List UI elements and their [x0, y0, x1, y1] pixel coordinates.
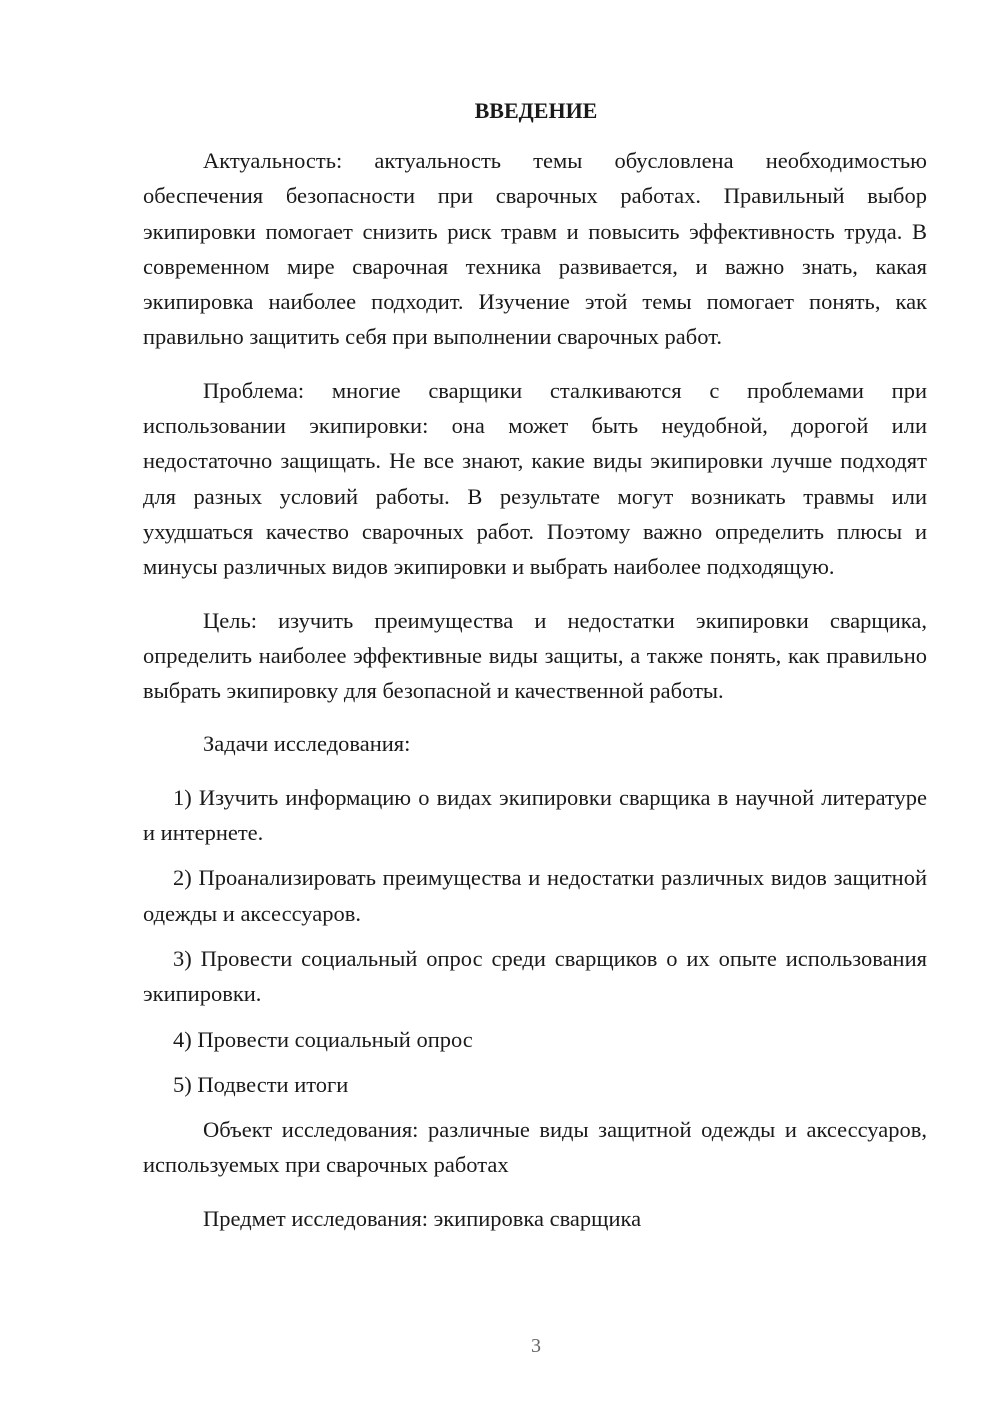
- list-item: 2) Проанализировать преимущества и недостатки различных видов защитной одежды и аксессуаров.: [143, 865, 927, 926]
- page-title: ВВЕДЕНИЕ: [474, 98, 598, 123]
- tasks-heading: Задачи исследования:: [203, 731, 411, 757]
- paragraph-object: Объект исследования: различные виды защитной одежды и аксессуаров, используемых при сварочных работах: [143, 1117, 927, 1178]
- list-item: 5) Подвести итоги: [173, 1071, 349, 1097]
- paragraph-subject: Предмет исследования: экипировка сварщика: [203, 1205, 642, 1231]
- page-body: [143, 143, 927, 1254]
- list-item: 4) Провести социальный опрос: [173, 1026, 473, 1052]
- list-item: 3) Провести социальный опрос среди сварщиков о их опыте использования экипировки.: [143, 945, 927, 1007]
- page-number: 3: [531, 1335, 541, 1357]
- paragraph-problem: Проблема: многие сварщики сталкиваются с проблемами при использовании экипировки: она может быть неудобной, дорогой или недостаточно защищать. Не все знают, какие виды экипировки лучше подходят для разных условий работы. В результате могут возникать травмы или ухудшаться качество сварочных работ. Поэтому важно определить плюсы и минусы различных видов экипировки и выбрать наиболее подходящую.: [143, 377, 927, 580]
- paragraph-relevance: Актуальность: актуальность темы обусловлена необходимостью обеспечения безопасности при сварочных работах. Правильный выбор экипировки помогает снизить риск травм и повысить эффективность труда. В современном мире сварочная техника развивается, и важно знать, какая экипировка наиболее подходит. Изучение этой темы помогает понять, как правильно защитить себя при выполнении сварочных работ.: [143, 148, 927, 350]
- tasks-list: [143, 780, 927, 1102]
- list-item: 1) Изучить информацию о видах экипировки сварщика в научной литературе и интернете.: [143, 784, 927, 846]
- paragraph-goal: Цель: изучить преимущества и недостатки экипировки сварщика, определить наиболее эффективные виды защиты, а также понять, как правильно выбрать экипировку для безопасной и качественной работы.: [143, 607, 927, 704]
